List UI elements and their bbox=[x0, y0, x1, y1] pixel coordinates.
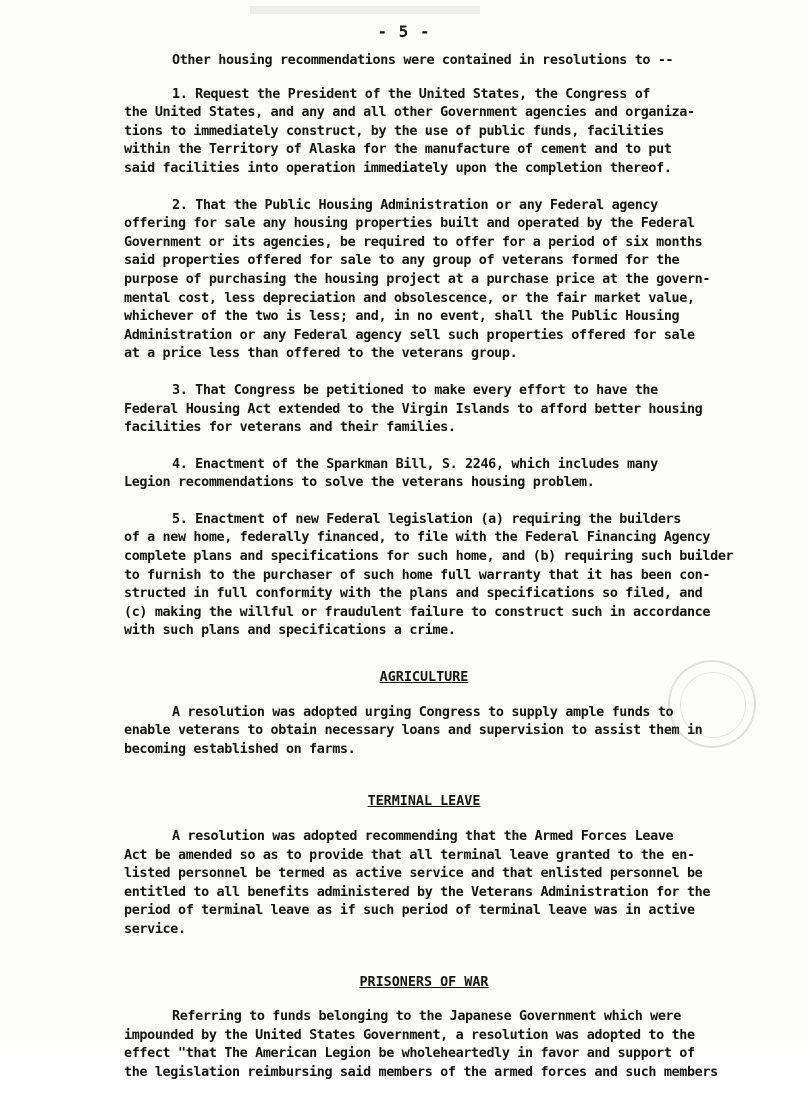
text-line: Administration or any Federal agency sell such properties offered for sale bbox=[124, 327, 695, 343]
text-line: Legion recommendations to solve the veterans housing problem. bbox=[124, 475, 595, 491]
housing-intro: Other housing recommendations were contained in resolutions to -- bbox=[172, 53, 674, 68]
section-heading-prisoners-of-war: PRISONERS OF WAR bbox=[359, 974, 489, 990]
text-line: 3. That Congress be petitioned to make every effort to have the bbox=[172, 382, 658, 398]
housing-item-5 bbox=[124, 511, 734, 641]
page-number: - 5 - bbox=[377, 22, 431, 41]
text-line: Federal Housing Act extended to the Virgin Islands to afford better housing bbox=[124, 401, 703, 417]
text-line: the legislation reimbursing said members of the armed forces and such members bbox=[124, 1064, 718, 1080]
text-line: purpose of purchasing the housing project at a purchase price at the govern- bbox=[124, 271, 711, 287]
text-line: with such plans and specifications a crime. bbox=[124, 623, 456, 639]
text-line: period of terminal leave as if such period of terminal leave was in active bbox=[124, 903, 695, 919]
text-line: said facilities into operation immediately upon the completion thereof. bbox=[124, 160, 672, 176]
text-line: enable veterans to obtain necessary loans and supervision to assist them in bbox=[124, 723, 703, 739]
text-line: offering for sale any housing properties built and operated by the Federal bbox=[124, 216, 695, 232]
housing-item-1 bbox=[124, 86, 724, 179]
text-line: at a price less than offered to the veterans group. bbox=[124, 346, 518, 362]
text-line: impounded by the United States Government, a resolution was adopted to the bbox=[124, 1027, 695, 1043]
library-stamp-icon bbox=[668, 660, 756, 748]
text-line: facilities for veterans and their families. bbox=[124, 420, 456, 436]
text-line: said properties offered for sale to any group of veterans formed for the bbox=[124, 253, 680, 269]
scan-smudge bbox=[250, 6, 480, 14]
housing-item-2 bbox=[124, 197, 724, 364]
text-line: 5. Enactment of new Federal legislation (a) requiring the builders bbox=[172, 511, 681, 527]
text-line: 1. Request the President of the United States, the Congress of bbox=[172, 86, 651, 102]
housing-item-4 bbox=[124, 456, 724, 493]
text-line: to furnish to the purchaser of such home full warranty that it has been con- bbox=[124, 567, 711, 583]
section-heading-agriculture: AGRICULTURE bbox=[379, 670, 469, 686]
text-line: 4. Enactment of the Sparkman Bill, S. 2246, which includes many bbox=[172, 456, 658, 472]
terminal-leave-paragraph bbox=[124, 828, 724, 940]
text-line: Act be amended so as to provide that all terminal leave granted to the en- bbox=[124, 847, 695, 863]
text-line: complete plans and specifications for such home, and (b) requiring such builder bbox=[124, 549, 734, 565]
text-line: A resolution was adopted urging Congress to supply ample funds to bbox=[172, 704, 674, 720]
text-line: the United States, and any and all other Government agencies and organiza- bbox=[124, 105, 695, 121]
text-line: mental cost, less depreciation and obsolescence, or the fair market value, bbox=[124, 290, 695, 306]
text-line: within the Territory of Alaska for the manufacture of cement and to put bbox=[124, 142, 672, 158]
text-line: (c) making the willful or fraudulent failure to construct such in accordance bbox=[124, 604, 711, 620]
document-body bbox=[124, 52, 734, 1101]
text-line: of a new home, federally financed, to file with the Federal Financing Agency bbox=[124, 530, 711, 546]
text-line: whichever of the two is less; and, in no event, shall the Public Housing bbox=[124, 309, 680, 325]
text-line: A resolution was adopted recommending that the Armed Forces Leave bbox=[172, 829, 674, 844]
prisoners-of-war-paragraph bbox=[124, 1008, 724, 1082]
housing-item-3 bbox=[124, 382, 724, 438]
text-line: Government or its agencies, be required to offer for a period of six months bbox=[124, 234, 703, 250]
text-line: 2. That the Public Housing Administration or any Federal agency bbox=[172, 197, 658, 213]
section-heading-terminal-leave: TERMINAL LEAVE bbox=[367, 794, 481, 810]
agriculture-paragraph bbox=[124, 704, 724, 760]
text-line: entitled to all benefits administered by the Veterans Administration for the bbox=[124, 884, 711, 900]
text-line: tions to immediately construct, by the use of public funds, facilities bbox=[124, 123, 664, 139]
text-line: service. bbox=[124, 921, 186, 937]
text-line: listed personnel be termed as active service and that enlisted personnel be bbox=[124, 866, 703, 882]
text-line: effect "that The American Legion be wholeheartedly in favor and support of bbox=[124, 1046, 695, 1062]
text-line: becoming established on farms. bbox=[124, 741, 356, 757]
text-line: Referring to funds belonging to the Japanese Government which were bbox=[172, 1009, 681, 1025]
text-line: structed in full conformity with the plans and specifications so filed, and bbox=[124, 586, 703, 602]
